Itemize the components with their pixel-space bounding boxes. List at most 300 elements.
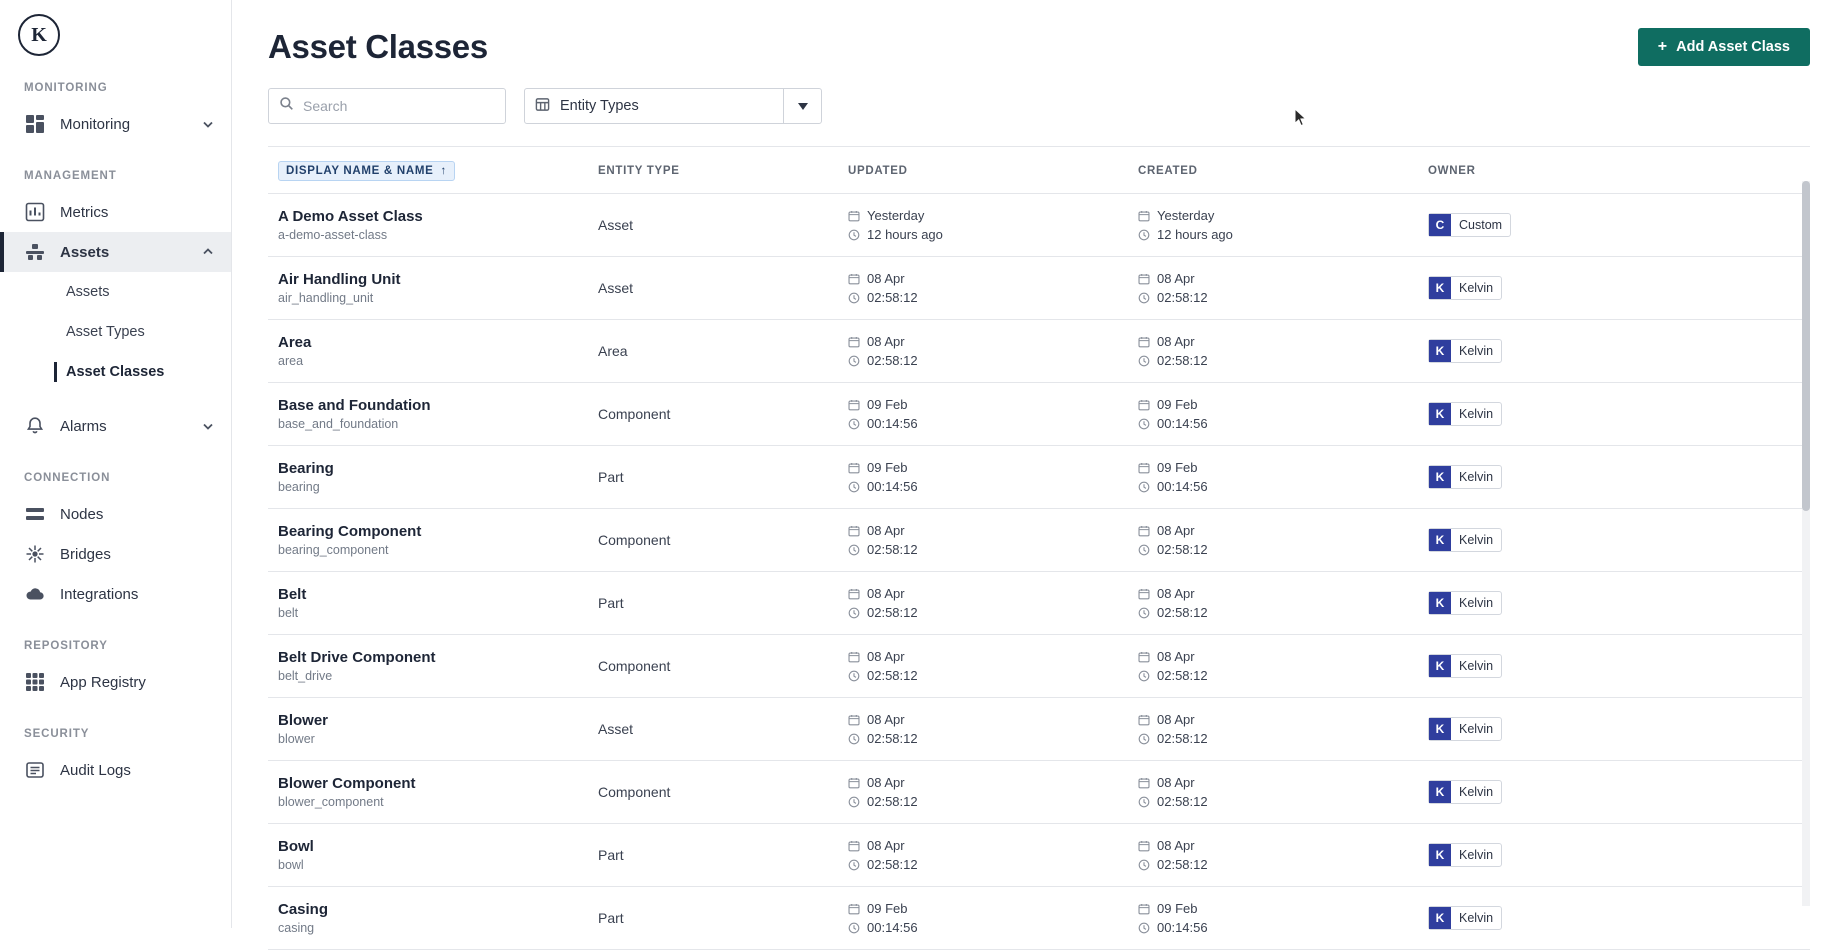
created-time-line <box>1138 604 1428 621</box>
cell-owner <box>1428 887 1810 950</box>
table-row[interactable] <box>268 509 1810 572</box>
cell-created <box>1138 824 1428 887</box>
sidebar-item-monitoring-label: Monitoring <box>60 115 131 133</box>
column-header-owner[interactable]: OWNER <box>1428 147 1810 194</box>
owner-chip[interactable] <box>1428 780 1502 804</box>
bell-icon <box>24 415 46 437</box>
toolbar <box>232 66 1846 124</box>
dashboard-icon <box>24 113 46 135</box>
row-display-name: Area <box>278 334 312 351</box>
created-date: 08 Apr <box>1157 271 1195 286</box>
created-time-line <box>1138 856 1428 873</box>
sidebar-item-metrics[interactable] <box>0 192 231 232</box>
row-name: belt_drive <box>278 669 333 683</box>
updated-time-line <box>848 478 1138 495</box>
cell-display-name[interactable] <box>268 257 598 320</box>
created-time: 02:58:12 <box>1157 857 1208 872</box>
sidebar-section-monitoring: MONITORING <box>24 82 108 94</box>
chevron-down-icon <box>798 103 808 110</box>
created-time: 02:58:12 <box>1157 542 1208 557</box>
search-box[interactable] <box>268 88 506 124</box>
updated-time: 12 hours ago <box>867 227 943 242</box>
table-row[interactable] <box>268 194 1810 257</box>
updated-date: 08 Apr <box>867 586 905 601</box>
avatar: K <box>1429 718 1451 740</box>
created-date-line <box>1138 900 1428 917</box>
updated-date: Yesterday <box>867 208 925 223</box>
created-date-line <box>1138 396 1428 413</box>
sidebar <box>0 0 232 928</box>
created-time: 00:14:56 <box>1157 479 1208 494</box>
row-display-name: Belt <box>278 586 307 603</box>
row-display-name: A Demo Asset Class <box>278 208 423 225</box>
cell-display-name[interactable] <box>268 509 598 572</box>
owner-chip[interactable] <box>1428 465 1502 489</box>
cell-entity-type: Area <box>598 320 848 383</box>
table-row[interactable] <box>268 698 1810 761</box>
created-time: 02:58:12 <box>1157 731 1208 746</box>
table-row[interactable] <box>268 824 1810 887</box>
created-date: 08 Apr <box>1157 649 1195 664</box>
entity-types-select[interactable] <box>524 88 822 124</box>
cell-owner <box>1428 509 1810 572</box>
created-time-line <box>1138 226 1428 243</box>
row-display-name: Casing <box>278 901 329 918</box>
cell-created <box>1138 509 1428 572</box>
created-time-line <box>1138 793 1428 810</box>
row-name: base_and_foundation <box>278 417 399 431</box>
chart-icon <box>24 201 46 223</box>
cell-entity-type: Part <box>598 824 848 887</box>
cell-created <box>1138 194 1428 257</box>
cell-display-name[interactable] <box>268 320 598 383</box>
created-date: 08 Apr <box>1157 334 1195 349</box>
entity-types-dropdown-arrow[interactable] <box>783 89 821 123</box>
avatar: K <box>1429 844 1451 866</box>
owner-chip[interactable] <box>1428 717 1502 741</box>
updated-date-line <box>848 585 1138 602</box>
updated-date-line <box>848 522 1138 539</box>
sort-ascending-icon: ↑ <box>440 165 447 177</box>
table-scrollbar-thumb[interactable] <box>1802 181 1810 511</box>
updated-time-line <box>848 415 1138 432</box>
sidebar-subitem-asset-types-label: Asset Types <box>66 324 145 340</box>
created-time-line <box>1138 730 1428 747</box>
sidebar-item-bridges-label: Bridges <box>60 545 111 563</box>
created-date: Yesterday <box>1157 208 1215 223</box>
column-header-display-name[interactable] <box>268 147 598 194</box>
created-time-line <box>1138 289 1428 306</box>
table-row[interactable] <box>268 572 1810 635</box>
created-time: 02:58:12 <box>1157 668 1208 683</box>
updated-time-line <box>848 226 1138 243</box>
updated-time-line <box>848 289 1138 306</box>
sidebar-subitem-asset-classes[interactable] <box>0 352 231 392</box>
cell-owner <box>1428 761 1810 824</box>
updated-date-line <box>848 396 1138 413</box>
updated-date-line <box>848 207 1138 224</box>
cell-created <box>1138 257 1428 320</box>
table-header-row <box>268 147 1810 194</box>
column-header-created[interactable]: CREATED <box>1138 147 1428 194</box>
row-display-name: Bowl <box>278 838 314 855</box>
owner-name: Kelvin <box>1459 911 1494 925</box>
sidebar-item-nodes-label: Nodes <box>60 505 104 523</box>
chevron-down-icon[interactable] <box>201 419 215 433</box>
cell-created <box>1138 698 1428 761</box>
cell-entity-type: Asset <box>598 194 848 257</box>
cell-display-name[interactable] <box>268 194 598 257</box>
table-body <box>268 194 1810 950</box>
row-display-name: Blower Component <box>278 775 416 792</box>
row-name: a-demo-asset-class <box>278 228 388 242</box>
row-name: blower <box>278 732 315 746</box>
created-date-line <box>1138 711 1428 728</box>
owner-name: Kelvin <box>1459 407 1494 421</box>
sidebar-section-security: SECURITY <box>24 728 90 740</box>
sidebar-item-integrations-label: Integrations <box>60 585 139 603</box>
created-time-line <box>1138 919 1428 936</box>
cell-updated <box>848 320 1138 383</box>
updated-date: 08 Apr <box>867 712 905 727</box>
cell-created <box>1138 887 1428 950</box>
sidebar-subitem-asset-classes-label: Asset Classes <box>66 364 165 380</box>
created-date-line <box>1138 648 1428 665</box>
row-name: blower_component <box>278 795 384 809</box>
created-date-line <box>1138 522 1428 539</box>
assets-icon <box>24 241 46 263</box>
avatar: K <box>1429 466 1451 488</box>
row-name: casing <box>278 921 315 935</box>
updated-time-line <box>848 856 1138 873</box>
created-date: 09 Feb <box>1157 901 1198 916</box>
grid-icon <box>24 671 46 693</box>
updated-date: 09 Feb <box>867 460 908 475</box>
updated-date-line <box>848 333 1138 350</box>
cell-entity-type: Component <box>598 509 848 572</box>
owner-name: Kelvin <box>1459 722 1494 736</box>
cell-updated <box>848 194 1138 257</box>
cell-entity-type: Component <box>598 635 848 698</box>
sidebar-subitem-assets[interactable] <box>0 272 231 312</box>
created-time-line <box>1138 352 1428 369</box>
created-time-line <box>1138 667 1428 684</box>
created-date-line <box>1138 774 1428 791</box>
owner-chip[interactable] <box>1428 402 1502 426</box>
column-header-updated[interactable]: UPDATED <box>848 147 1138 194</box>
updated-time-line <box>848 793 1138 810</box>
cell-created <box>1138 572 1428 635</box>
table-row[interactable] <box>268 257 1810 320</box>
sidebar-item-metrics-label: Metrics <box>60 203 109 221</box>
cell-owner <box>1428 446 1810 509</box>
avatar: K <box>1429 655 1451 677</box>
avatar: K <box>1429 907 1451 929</box>
owner-name: Kelvin <box>1459 281 1494 295</box>
created-time-line <box>1138 541 1428 558</box>
owner-name: Kelvin <box>1459 848 1494 862</box>
table-row[interactable] <box>268 320 1810 383</box>
updated-date-line <box>848 774 1138 791</box>
cell-updated <box>848 887 1138 950</box>
created-date-line <box>1138 207 1428 224</box>
avatar: K <box>1429 592 1451 614</box>
owner-name: Kelvin <box>1459 533 1494 547</box>
cell-owner <box>1428 383 1810 446</box>
owner-chip[interactable] <box>1428 843 1502 867</box>
cell-owner <box>1428 698 1810 761</box>
sidebar-item-alarms-label: Alarms <box>60 417 107 435</box>
owner-name: Kelvin <box>1459 785 1494 799</box>
created-date-line <box>1138 585 1428 602</box>
cell-created <box>1138 383 1428 446</box>
sidebar-item-integrations[interactable] <box>0 574 231 614</box>
cell-updated <box>848 761 1138 824</box>
created-date: 09 Feb <box>1157 397 1198 412</box>
log-icon <box>24 759 46 781</box>
owner-name: Custom <box>1459 218 1503 232</box>
row-name: bearing_component <box>278 543 389 557</box>
row-name: bowl <box>278 858 304 872</box>
search-icon <box>279 96 294 116</box>
created-time: 00:14:56 <box>1157 920 1208 935</box>
updated-time: 00:14:56 <box>867 416 918 431</box>
cell-display-name[interactable] <box>268 761 598 824</box>
row-display-name: Blower <box>278 712 329 729</box>
updated-time: 00:14:56 <box>867 920 918 935</box>
table-row[interactable] <box>268 446 1810 509</box>
sidebar-item-bridges[interactable] <box>0 534 231 574</box>
sort-pill-display-name[interactable] <box>278 161 455 181</box>
table-row[interactable] <box>268 887 1810 950</box>
sidebar-section-repository: REPOSITORY <box>24 640 108 652</box>
created-date-line <box>1138 270 1428 287</box>
created-date: 08 Apr <box>1157 586 1195 601</box>
cell-display-name[interactable] <box>268 698 598 761</box>
updated-time-line <box>848 667 1138 684</box>
created-date: 08 Apr <box>1157 712 1195 727</box>
sidebar-item-app-registry-label: App Registry <box>60 673 146 691</box>
cell-entity-type: Asset <box>598 257 848 320</box>
row-display-name: Base and Foundation <box>278 397 431 414</box>
avatar: K <box>1429 277 1451 299</box>
cell-entity-type: Component <box>598 761 848 824</box>
cell-owner <box>1428 320 1810 383</box>
column-header-display-name-label: DISPLAY NAME & NAME <box>286 165 434 177</box>
cell-updated <box>848 824 1138 887</box>
cell-display-name[interactable] <box>268 887 598 950</box>
sidebar-item-assets-label: Assets <box>60 243 110 261</box>
row-name: area <box>278 354 304 368</box>
updated-time: 00:14:56 <box>867 479 918 494</box>
owner-chip[interactable] <box>1428 213 1511 237</box>
cell-updated <box>848 257 1138 320</box>
sidebar-subitem-assets-label: Assets <box>66 284 110 300</box>
updated-time-line <box>848 919 1138 936</box>
created-time: 00:14:56 <box>1157 416 1208 431</box>
cell-updated <box>848 698 1138 761</box>
updated-time: 02:58:12 <box>867 605 918 620</box>
page-title: Asset Classes <box>268 28 488 65</box>
updated-date: 08 Apr <box>867 334 905 349</box>
created-time: 02:58:12 <box>1157 605 1208 620</box>
avatar: K <box>1429 781 1451 803</box>
updated-date-line <box>848 648 1138 665</box>
cell-created <box>1138 635 1428 698</box>
table-row[interactable] <box>268 635 1810 698</box>
cell-owner <box>1428 635 1810 698</box>
sidebar-item-app-registry[interactable] <box>0 662 231 702</box>
sidebar-item-monitoring[interactable] <box>0 104 231 144</box>
owner-chip[interactable] <box>1428 528 1502 552</box>
updated-time-line <box>848 352 1138 369</box>
created-date-line <box>1138 837 1428 854</box>
updated-time: 02:58:12 <box>867 290 918 305</box>
updated-time: 02:58:12 <box>867 542 918 557</box>
updated-time: 02:58:12 <box>867 353 918 368</box>
sidebar-item-nodes[interactable] <box>0 494 231 534</box>
owner-name: Kelvin <box>1459 344 1494 358</box>
updated-time: 02:58:12 <box>867 857 918 872</box>
cell-owner <box>1428 257 1810 320</box>
owner-chip[interactable] <box>1428 906 1502 930</box>
updated-date: 08 Apr <box>867 649 905 664</box>
created-date: 09 Feb <box>1157 460 1198 475</box>
created-time: 02:58:12 <box>1157 794 1208 809</box>
asset-classes-table <box>268 147 1810 950</box>
cell-created <box>1138 320 1428 383</box>
row-display-name: Bearing Component <box>278 523 422 540</box>
owner-name: Kelvin <box>1459 596 1494 610</box>
filter-icon <box>535 97 550 116</box>
updated-date: 09 Feb <box>867 397 908 412</box>
updated-date: 09 Feb <box>867 901 908 916</box>
created-time: 02:58:12 <box>1157 353 1208 368</box>
entity-types-select-value-wrap[interactable] <box>525 89 783 123</box>
cell-entity-type: Asset <box>598 698 848 761</box>
logo-wrapper <box>0 0 231 56</box>
search-input[interactable] <box>303 98 495 114</box>
created-time: 12 hours ago <box>1157 227 1233 242</box>
row-name: bearing <box>278 480 320 494</box>
chevron-down-icon[interactable] <box>201 117 215 131</box>
owner-chip[interactable] <box>1428 654 1502 678</box>
logo-letter: K <box>31 23 47 46</box>
created-date-line <box>1138 333 1428 350</box>
updated-date-line <box>848 837 1138 854</box>
updated-date: 08 Apr <box>867 523 905 538</box>
sidebar-item-assets[interactable] <box>0 232 231 272</box>
updated-date-line <box>848 900 1138 917</box>
avatar: C <box>1429 214 1451 236</box>
cloud-icon <box>24 583 46 605</box>
updated-time: 02:58:12 <box>867 794 918 809</box>
cell-owner <box>1428 194 1810 257</box>
cell-entity-type: Component <box>598 383 848 446</box>
owner-chip[interactable] <box>1428 276 1502 300</box>
cell-display-name[interactable] <box>268 635 598 698</box>
asset-classes-table-wrapper <box>268 146 1810 935</box>
table-row[interactable] <box>268 761 1810 824</box>
created-date: 08 Apr <box>1157 775 1195 790</box>
updated-time-line <box>848 541 1138 558</box>
avatar: K <box>1429 529 1451 551</box>
updated-date-line <box>848 270 1138 287</box>
sidebar-item-audit-logs-label: Audit Logs <box>60 761 131 779</box>
bridge-icon <box>24 543 46 565</box>
created-time-line <box>1138 478 1428 495</box>
updated-time-line <box>848 604 1138 621</box>
cell-display-name[interactable] <box>268 572 598 635</box>
cell-display-name[interactable] <box>268 446 598 509</box>
cell-display-name[interactable] <box>268 383 598 446</box>
row-display-name: Belt Drive Component <box>278 649 436 666</box>
cell-created <box>1138 761 1428 824</box>
cell-display-name[interactable] <box>268 824 598 887</box>
sidebar-subitem-asset-types[interactable] <box>0 312 231 352</box>
entity-types-select-value: Entity Types <box>560 98 639 114</box>
cell-created <box>1138 446 1428 509</box>
row-display-name: Air Handling Unit <box>278 271 401 288</box>
node-icon <box>24 503 46 525</box>
cell-updated <box>848 383 1138 446</box>
updated-time-line <box>848 730 1138 747</box>
table-header <box>268 147 1810 194</box>
updated-date: 08 Apr <box>867 838 905 853</box>
chevron-up-icon[interactable] <box>201 245 215 259</box>
sidebar-section-connection: CONNECTION <box>24 472 111 484</box>
cell-updated <box>848 572 1138 635</box>
sidebar-item-alarms[interactable] <box>0 406 231 446</box>
cell-entity-type: Part <box>598 572 848 635</box>
add-asset-class-button[interactable] <box>1638 28 1810 66</box>
table-row[interactable] <box>268 383 1810 446</box>
column-header-entity-type[interactable]: ENTITY TYPE <box>598 147 848 194</box>
owner-chip[interactable] <box>1428 339 1502 363</box>
sidebar-item-audit-logs[interactable] <box>0 750 231 790</box>
cell-updated <box>848 446 1138 509</box>
avatar: K <box>1429 340 1451 362</box>
main-content <box>232 0 1846 935</box>
updated-time: 02:58:12 <box>867 668 918 683</box>
created-date: 08 Apr <box>1157 523 1195 538</box>
owner-name: Kelvin <box>1459 470 1494 484</box>
created-time-line <box>1138 415 1428 432</box>
updated-date: 08 Apr <box>867 775 905 790</box>
updated-time: 02:58:12 <box>867 731 918 746</box>
owner-name: Kelvin <box>1459 659 1494 673</box>
app-logo[interactable] <box>18 14 60 56</box>
row-display-name: Bearing <box>278 460 334 477</box>
row-name: belt <box>278 606 299 620</box>
sidebar-section-management: MANAGEMENT <box>24 170 117 182</box>
avatar: K <box>1429 403 1451 425</box>
cell-entity-type: Part <box>598 446 848 509</box>
cell-owner <box>1428 824 1810 887</box>
plus-icon: + <box>1657 38 1668 55</box>
updated-date: 08 Apr <box>867 271 905 286</box>
add-asset-class-label: Add Asset Class <box>1676 39 1790 55</box>
created-time: 02:58:12 <box>1157 290 1208 305</box>
owner-chip[interactable] <box>1428 591 1502 615</box>
row-name: air_handling_unit <box>278 291 374 305</box>
page-header <box>232 0 1846 66</box>
created-date: 08 Apr <box>1157 838 1195 853</box>
cell-updated <box>848 635 1138 698</box>
cell-updated <box>848 509 1138 572</box>
updated-date-line <box>848 711 1138 728</box>
updated-date-line <box>848 459 1138 476</box>
